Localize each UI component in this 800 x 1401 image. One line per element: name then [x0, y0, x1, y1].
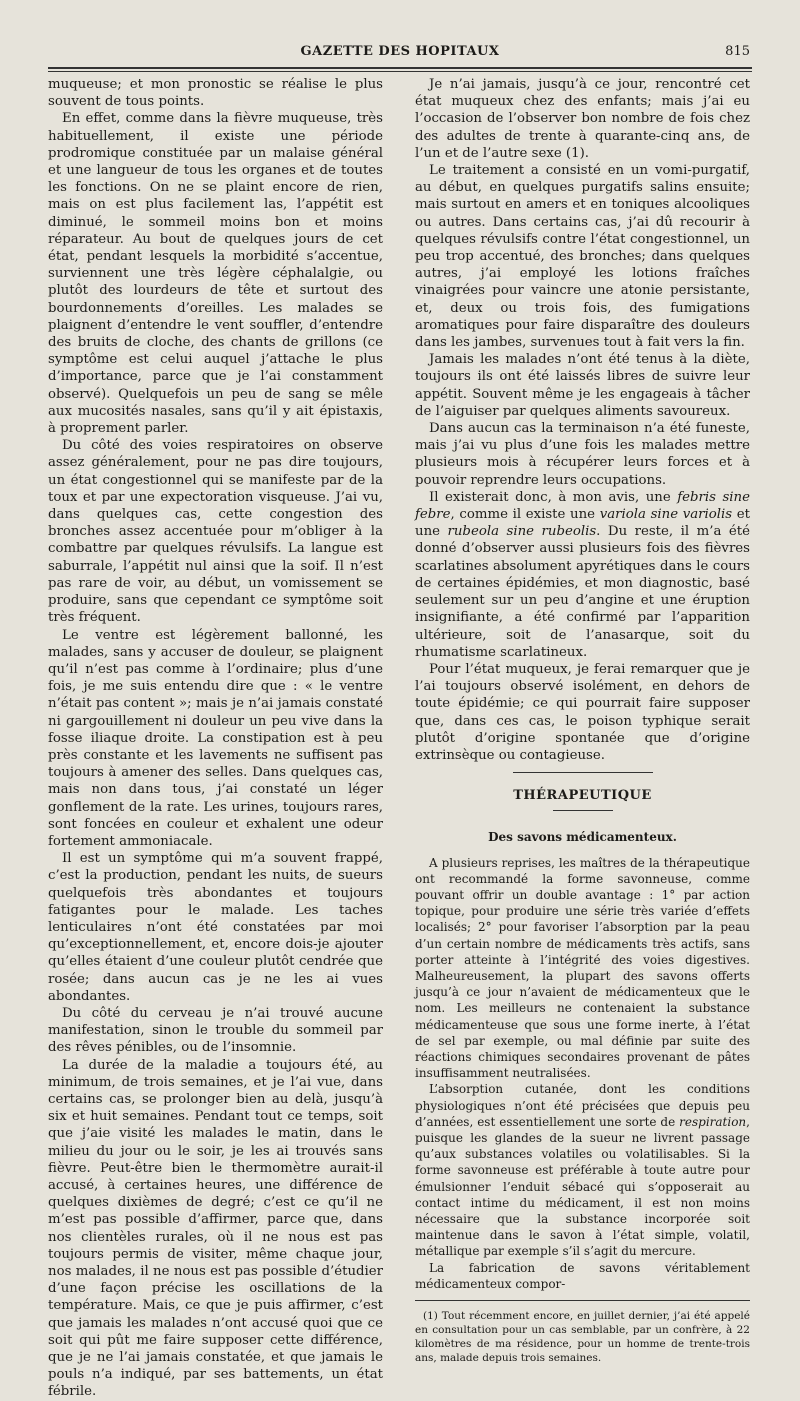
article-title: Des savons médicamenteux.	[488, 830, 677, 845]
page-header	[50, 44, 750, 64]
footnote	[415, 1309, 750, 1365]
paragraph: Du côté des voies respiratoires on observe assez généralement, pour ne pas dire toujours, un état congestionnel qui se manifeste par de la toux et par une expectoration visqueuse. J’ai vu, dans quelques cas, cette congestion des bronches assez accentuée pour m’obliger à la combattre par quelques révulsifs. La langue est saburrale, l’appétit nul ainsi que la soif. Il n’est pas rare de voir, au début, un vomissement se produire, sans que cependant ce symptôme soit très fréquent.	[48, 438, 383, 626]
paragraph: Du côté du cerveau je n’ai trouvé aucune manifestation, sinon le trouble du sommeil par des rêves pénibles, ou de l’insomnie.	[48, 1005, 383, 1056]
paragraph: muqueuse; et mon pronostic se réalise le plus souvent de tous points.	[48, 77, 383, 110]
paragraph: Il est un symptôme qui m’a souvent frappé, c’est la production, pendant les nuits, de sueurs quelquefois très abondantes et toujours fatigantes pour le malade. Les taches lenticulaires n’ont été constatées par moi qu’exceptionnellement, et, encore dois-je ajouter qu’elles étaient d’une couleur plutôt cendrée que rosée; dans aucun cas je ne les ai vues abondantes.	[48, 851, 383, 1004]
header-rule	[48, 67, 752, 69]
title-underline	[553, 810, 613, 811]
paragraph: Je n’ai jamais, jusqu’à ce jour, rencontré cet état muqueux chez des enfants; mais j’ai eu l’occasion de l’observer bon nombre de fois chez des adultes de trente à quarante-cinq ans, de l’un et de l’autre sexe (1).	[415, 77, 750, 161]
header-rule-thin	[48, 71, 752, 72]
latin-term: rubeola sine rubeolis	[447, 524, 597, 540]
paragraph: Jamais les malades n’ont été tenus à la diète, toujours ils ont été laissés libres de suivre leur appétit. Souvent même je les engageais à tâcher de l’aiguiser par quelques aliments savoureux.	[415, 352, 750, 419]
emphasis: respiration	[679, 1114, 747, 1129]
paragraph: Le traitement a consisté en un vomi-purgatif, au début, en quelques purgatifs salins ensuite; mais surtout en amers et en toniques alcooliques ou autres. Dans certains cas, j’ai dû recourir à quelques révulsifs contre l’état congestionnel, un peu trop accentué, des bronches; dans quelques autres, j’ai employé les lotions fraîches vinaigrées pour vaincre une atonie persistante, et, deux ou trois fois, des fumigations aromatiques pour faire disparaître des douleurs dans les jambes, survenues tout à fait vers la fin.	[415, 163, 750, 351]
section-separator	[513, 772, 653, 773]
journal-title: GAZETTE DES HOPITAUX	[300, 44, 500, 59]
left-column	[48, 76, 383, 1401]
paragraph: A plusieurs reprises, les maîtres de la thérapeutique ont recommandé la forme savonneuse, comme pouvant offrir un double avantage : 1° par action topique, pour produire une série très variée d’effets localisés; 2° pour favoriser l’absorption par la peau d’un certain nombre de médicaments très actifs, sans porter atteinte à l’intégrité des voies digestives. Malheureusement, la plupart des savons offerts jusqu’à ce jour n’avaient de médicamenteux que le nom. Les meilleurs ne contenaient la substance médicamenteuse que sous une forme inerte, à l’état de sel par exemple, ou mal définie par suite des réactions chimiques secondaires provenant de pâtes insuffisamment neutralisées.	[415, 855, 750, 1081]
paragraph: Pour l’état muqueux, je ferai remarquer que je l’ai toujours observé isolément, en dehors de toute épidémie; ce qui pourrait faire supposer que, dans ces cas, le poison typhique serait plutôt d’origine spontanée que d’origine extrinsèque ou contagieuse.	[415, 661, 750, 763]
latin-term: febris sine febre	[415, 489, 750, 523]
paragraph: La durée de la maladie a toujours été, au minimum, de trois semaines, et je l’ai vue, dans certains cas, se prolonger bien au delà, jusqu’à six et huit semaines. Pendant tout ce temps, soit que j’aie visité les malades le matin, dans le milieu du jour ou le soir, je les ai trouvés sans fièvre. Peut-être bien le thermomètre aurait-il accusé, à certaines heures, une différence de quelques dixièmes de degré; c’est ce qu’il ne m’est pas possible d’affirmer, parce que, dans nos clientèles rurales, où il ne nous est pas toujours permis de visiter, même chaque jour, nos malades, il ne nous est pas possible d’étudier d’une façon précise les oscillations de la température. Mais, ce que je puis affirmer, c’est que jamais les malades n’ont accusé quoi que ce soit qui pût me faire supposer cette différence, que je ne l’ai jamais constatée, et que jamais le pouls n’a indiqué, par ses battements, un état fébrile.	[48, 1057, 383, 1400]
paragraph: Dans aucun cas la terminaison n’a été funeste, mais j’ai vu plus d’une fois les malades mettre plusieurs mois à récupérer leurs forces et à pouvoir reprendre leurs occupations.	[415, 421, 750, 488]
section-title: THÉRAPEUTIQUE	[513, 788, 652, 804]
paragraph: En effet, comme dans la fièvre muqueuse, très habituellement, il existe une période prodromique constituée par un malaise général et une langueur de tous les organes et de toutes les fonctions. On ne se plaint encore de rien, mais on est plus facilement las, l’appétit est diminué, le sommeil moins bon et moins réparateur. Au bout de quelques jours de cet état, pendant lesquels la morbidité s’accentue, surviennent une très légère céphalalgie, ou plutôt des lourdeurs de tête et surtout des bourdonnements d’oreilles. Les malades se plaignent d’entendre le vent souffler, d’entendre des bruits de cloche, des chants de grillons (ce symptôme est celui auquel j’attache le plus d’importance, parce que je l’ai constamment observé). Quelquefois un peu de sang se mêle aux mucosités nasales, sans qu’il y ait épistaxis, à proprement parler.	[48, 111, 383, 437]
article-body	[415, 855, 750, 1292]
page-number: 815	[725, 44, 750, 59]
right-column	[415, 76, 750, 1365]
footnote-rule	[415, 1300, 750, 1301]
footnote-text: (1) Tout récemment encore, en juillet dernier, j’ai été appelé en consultation pour un cas semblable, par un confrère, à 22 kilomètres de ma résidence, pour un homme de trente-trois ans, malade depuis trois semaines.	[415, 1310, 750, 1365]
paragraph: La fabrication de savons véritablement médicamenteux compor-	[415, 1260, 750, 1291]
paragraph: Il existerait donc, à mon avis, une febris sine febre, comme il existe une variola sine variolis et une rubeola sine rubeolis. Du reste, il m’a été donné d’observer aussi plusieurs fois des fièvres scarlatines absolument apyrétiques dans le cours de certaines épidémies, et mon diagnostic, basé seulement sur un peu d’angine et une éruption insignifiante, a été confirmé par l’apparition ultérieure, soit de l’anasarque, soit du rhumatisme scarlatineux.	[415, 489, 750, 660]
paragraph: L’absorption cutanée, dont les conditions physiologiques n’ont été précisées que depuis peu d’années, est essentiellement une sorte de respiration, puisque les glandes de la sueur ne livrent passage qu’aux substances volatiles ou volatilisables. Si la forme savonneuse est préférable à toute autre pour émulsionner l’enduit sébacé qui s’opposerait au contact intime du médicament, il est non moins nécessaire que la substance incorporée soit maintenue dans le savon à l’état simple, volatil, métallique par exemple s’il s’agit du mercure.	[415, 1082, 750, 1259]
latin-term: variola sine variolis	[599, 507, 733, 523]
paragraph: Le ventre est légèrement ballonné, les malades, sans y accuser de douleur, se plaignent qu’il n’est pas comme à l’ordinaire; plus d’une fois, je me suis entendu dire que : « le ventre n’était pas content »; mais je n’ai jamais constaté ni gargouillement ni douleur un peu vive dans la fosse iliaque droite. La constipation est à peu près constante et les lavements ne suffisent pas toujours à amener des selles. Dans quelques cas, mais non dans tous, j’ai constaté un léger gonflement de la rate. Les urines, toujours rares, sont foncées en couleur et exhalent une odeur fortement ammoniacale.	[48, 627, 383, 849]
